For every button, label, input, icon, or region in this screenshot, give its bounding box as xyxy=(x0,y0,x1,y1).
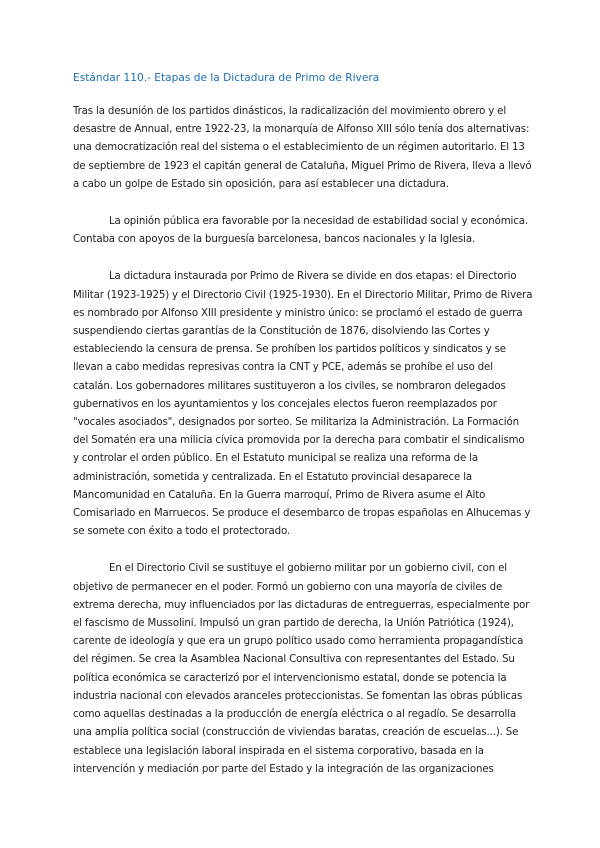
document-title: Estándar 110.- Etapas de la Dictadura de Primo de Rivera xyxy=(73,72,380,84)
paragraph-spacer xyxy=(73,249,533,268)
intro-paragraph-part-2: una democratización real del sistema o el establecimiento de un régimen autoritario. El 13 de septiembre de 1923 el capitán general de Cataluña, Miguel Primo de Rivera, lleva a llevó a cabo un golpe de Estado sin oposición, para así establecer una dictadura. xyxy=(73,142,532,190)
document-page xyxy=(73,70,533,779)
paragraph-directorio-militar: La dictadura instaurada por Primo de Rivera se divide en dos etapas: el Directorio Militar (1923-1925) y el Directorio Civil (1925-1930). En el Directorio Militar, Primo de Rivera es nombrado por Alfonso XIII presidente y ministro único: se proclamó el estado de guerra suspendiendo ciertas garantías de la Constitución de 1876, disolviendo las Cortes y estableciendo la censura de prensa. Se prohíben los partidos políticos y sindicatos y se llevan a cabo medidas represivas contra la CNT y PCE, además se prohíbe el uso del catalán. Los gobernadores militares sustituyeron a los civiles, se nombraron delegados gubernativos en los ayuntamientos y los concejales electos fueron reemplazados por "vocales asociados", designados por sorteo. Se militariza la Administración. La Formación del Somatén era una milicia cívica promovida por la derecha para combatir el sindicalismo y controlar el orden público. En el Estatuto municipal se realiza una reforma de la administración, sometida y centralizada. En el Estatuto provincial desaparece la Mancomunidad en Cataluña. En la Guerra marroquí, Primo de Rivera asume el Alto Comisariado en Marruecos. Se produce el desembarco de tropas españolas en Alhucemas y se somete con éxito a todo el protectorado. xyxy=(73,271,533,538)
paragraph-opinion: La opinión pública era favorable por la necesidad de estabilidad social y económica. Contaba con apoyos de la burguesía barcelonesa, bancos nacionales y la Iglesia. xyxy=(73,216,528,246)
paragraph-directorio-civil: En el Directorio Civil se sustituye el gobierno militar por un gobierno civil, con el objetivo de permanecer en el poder. Formó un gobierno con una mayoría de civiles de extrema derecha, muy influenciados por las dictaduras de entreguerras, especialmente por el fascismo de Mussolini. Impulsó un gran partido de derecha, la Unión Patriótica (1924), carente de ideología y que era un grupo político usado como herramienta propagandística del régimen. Se crea la Asamblea Nacional Consultiva con representantes del Estado. Su política económica se caracterizó por el intervencionismo estatal, donde se potencia la industria nacional con elevados aranceles proteccionistas. Se fomentan las obras públicas como aquellas destinadas a la producción de energía eléctrica o al regadío. Se desarrolla una amplia política social (construcción de viviendas baratas, creación de escuelas...). Se establece una legislación laboral inspirada en el sistema corporativo, basada en la intervención y mediación por parte del Estado y la integración de las organizaciones xyxy=(73,563,530,775)
paragraph-spacer xyxy=(73,541,533,560)
intro-paragraph-part-1: Tras la desunión de los partidos dinásticos, la radicalización del movimiento obrero y el desastre de Annual, entre 1922-23, la monarquía de Alfonso XIII sólo tenía dos alternativas: xyxy=(73,106,530,136)
paragraph-spacer xyxy=(73,194,533,213)
